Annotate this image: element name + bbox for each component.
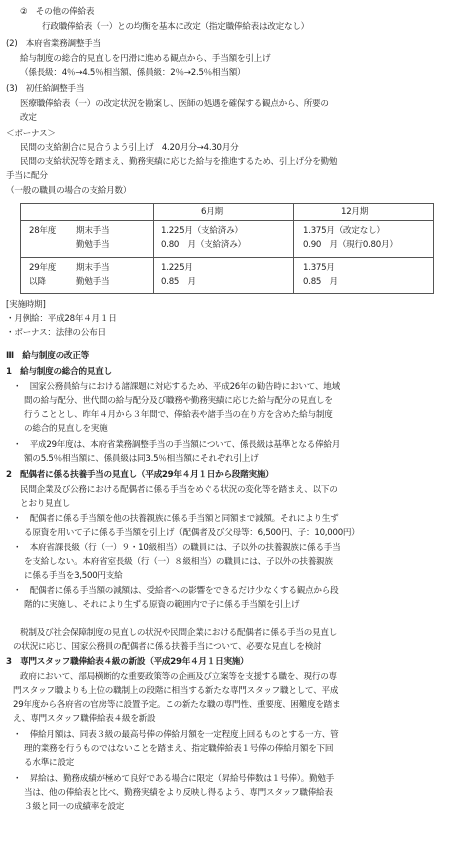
paragraph-line: 改定 [20,113,37,123]
table-cell: 1.225月（支給済み） [161,226,243,236]
paragraph-line: 医療職俸給表（一）の改定状況を勘案し、医師の処遇を確保する観点から、所要の [20,99,329,109]
section-heading: 3 専門スタッフ職俸給表４級の新設（平成29年４月１日実施） [6,657,249,667]
table-row-year: 以降 [29,277,46,287]
paragraph-line: 行うこととし、昨年４月から３年間で、俸給表や諸手当の在り方を含めた給与制度 [24,410,333,420]
paragraph-line: 税制及び社会保障制度の見直しの状況や民間企業における配偶者に係る手当の見直し [20,628,338,638]
table-cell: 0.90 月（現行0.80月） [303,240,398,250]
table-caption: （一般の職員の場合の支給月数） [6,186,132,196]
table-row-item: 勤勉手当 [76,240,110,250]
bullet-item: ・ 平成29年度は、本府省業務調整手当の手当額について、係長級は基準となる俸給月 [13,440,341,450]
paragraph-line: 29年度から各府省の官房等に設置予定。この新たな職の専門性、重要度、困難度を踏ま [13,700,341,710]
paragraph-line: 間の給与配分、世代間の給与配分及び職務や勤務実績に応じた給与配分の見直しを [24,396,333,406]
paragraph-line: 階的に実施し、それにより生ずる原資の範囲内で子に係る手当額を引上げ [24,600,300,610]
paragraph-line: ３級と同一の成績率を設定 [24,802,125,812]
paragraph-line: 民間の支給割合に見合うよう引上げ 4.20月分→4.30月分 [20,143,239,153]
bonus-months-table [20,203,434,294]
paragraph-line: 給与制度の総合的見直しを円滑に進める観点から、手当額を引上げ [20,54,271,64]
paragraph-line: （係長級：4％→4.5％相当額、係員級：2％→2.5％相当額） [20,68,246,78]
table-header-june: 6月期 [201,207,223,217]
table-cell: 1.375月（改定なし） [303,226,385,236]
section-other-salary-tables: ② その他の俸給表 [20,7,95,17]
list-item: ・ボーナス：法律の公布日 [6,328,106,338]
section-heading: 2 配偶者に係る扶養手当の見直し（平成29年４月１日から段階実施） [6,470,274,480]
list-item: ・月例給：平成28年４月１日 [6,314,117,324]
bullet-item: ・ 配偶者に係る手当額の減額は、受給者への影響をできるだけ少なくする観点から段 [13,586,339,596]
paragraph-line: 民間企業及び公務における配偶者に係る手当をめぐる状況の変化等を踏まえ、以下の [20,485,338,495]
paragraph-line: 行政職俸給表（一）との均衡を基本に改定（指定職俸給表は改定なし） [42,22,310,32]
paragraph-line: 手当に配分 [6,171,48,181]
bullet-item: ・ 昇給は、勤務成績が極めて良好である場合に限定（昇給号俸数は１号俸）。勤勉手 [13,774,335,784]
section-implementation-date: [実施時期] [6,300,46,310]
table-row-item: 期末手当 [76,226,110,236]
paragraph-line: を支給しない。本府省室長級（行（一）８級相当）の職員には、子以外の扶養親族 [24,557,333,567]
table-row-year: 29年度 [29,263,57,273]
paragraph-line: 理的業務を行うものではないことを踏まえ、指定職俸給表１号俸の俸給月額を下回 [24,744,334,754]
paragraph-line: 当は、他の俸給表と比べ、勤務実績をより反映し得るよう、専門スタッフ職俸給表 [24,788,333,798]
table-row-item: 勤勉手当 [76,277,110,287]
paragraph-line: る水準に設定 [24,758,75,768]
paragraph-line: 政府において、部局横断的な重要政策等の企画及び立案等を支援する職を、現行の専 [20,672,337,682]
paragraph-line: の総合的見直しを実施 [24,424,108,434]
paragraph-line: 民間の支給状況等を踏まえ、勤務実績に応じた給与を推進するため、引上げ分を勤勉 [20,157,338,167]
table-row-item: 期末手当 [76,263,110,273]
paragraph-line: の状況に応じ、国家公務員の配偶者に係る扶養手当について、必要な見直しを検討 [13,642,322,652]
paragraph-line: る原資を用いて子に係る手当額を引上げ（配偶者及び父母等：6,500円、子：10,000円） [24,528,360,538]
bullet-item: ・ 本府省課長級（行（一）９・10級相当）の職員には、子以外の扶養親族に係る手当 [13,543,341,553]
section-bonus: ＜ボーナス＞ [6,129,56,139]
paragraph-line: とおり見直し [20,499,71,509]
section-starting-salary-allowance: (3) 初任給調整手当 [6,84,85,94]
table-cell: 1.225月 [161,263,193,273]
section-heading: 1 給与制度の総合的見直し [6,367,112,377]
table-cell: 0.85 月 [161,277,196,287]
chapter-heading: Ⅲ 給与制度の改正等 [6,351,89,361]
paragraph-line: え、専門スタッフ職俸給表４級を新設 [13,714,156,724]
table-cell: 1.375月 [303,263,335,273]
bullet-item: ・ 国家公務員給与における諸課題に対応するため、平成26年の勧告時において、地域 [13,382,340,392]
bullet-item: ・ 俸給月額は、同表３級の最高号俸の俸給月額を一定程度上回るものとする一方、管 [13,730,339,740]
bullet-item: ・ 配偶者に係る手当額を他の扶養親族に係る手当額と同額まで減額。それにより生ず [13,514,339,524]
paragraph-line: に係る手当を3,500円支給 [24,571,123,581]
paragraph-line: 門スタッフ職よりも上位の職制上の段階に相当する新たな専門スタッフ職として、平成 [13,686,339,696]
table-cell: 0.85 月 [303,277,338,287]
section-ministry-allowance: (2) 本府省業務調整手当 [6,39,101,49]
table-cell: 0.80 月（支給済み） [161,240,246,250]
paragraph-line: 額の5.5％相当額に、係員級は同3.5％相当額にそれぞれ引上げ [24,454,259,464]
table-header-december: 12月期 [341,207,369,217]
table-row-year: 28年度 [29,226,57,236]
